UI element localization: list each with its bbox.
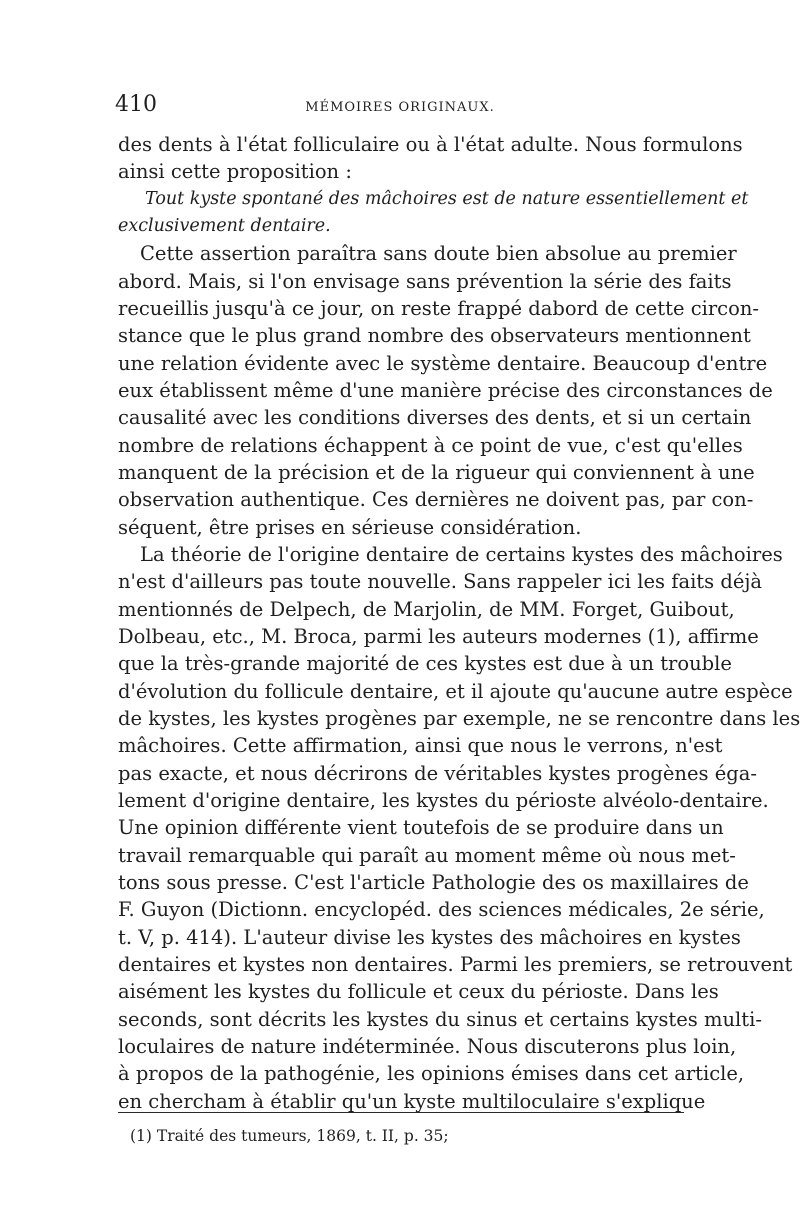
text-line: F. Guyon (Dictionn. encyclopéd. des sciences médicales, 2e série,	[118, 898, 765, 921]
text-line: une relation évidente avec le système dentaire. Beaucoup d'entre	[118, 352, 768, 375]
text-line: mentionnés de Delpech, de Marjolin, de MM. Forget, Guibout,	[118, 598, 735, 621]
text-line: manquent de la précision et de la rigueur qui conviennent à une	[118, 461, 755, 484]
text-line: en chercham à établir qu'un kyste multiloculaire s'explique	[118, 1090, 706, 1113]
text-line: n'est d'ailleurs pas toute nouvelle. Sans rappeler ici les faits déjà	[118, 570, 763, 593]
text-line: loculaires de nature indéterminée. Nous discuterons plus loin,	[118, 1035, 737, 1058]
text-line: de kystes, les kystes progènes par exemple, ne se rencontre dans les	[118, 707, 800, 730]
text-line: aisément les kystes du follicule et ceux du périoste. Dans les	[118, 980, 719, 1003]
text-line: stance que le plus grand nombre des observateurs mentionnent	[118, 324, 751, 347]
running-title: MÉMOIRES ORIGINAUX.	[305, 100, 495, 115]
footnote: (1) Traité des tumeurs, 1869, t. II, p. 35;	[130, 1127, 449, 1145]
text-line: seconds, sont décrits les kystes du sinus et certains kystes multi-	[118, 1008, 762, 1031]
text-line: Une opinion différente vient toutefois de se produire dans un	[118, 816, 724, 839]
text-line: lement d'origine dentaire, les kystes du périoste alvéolo-dentaire.	[118, 789, 769, 812]
text-line: abord. Mais, si l'on envisage sans prévention la série des faits	[118, 270, 732, 293]
text-line: ainsi cette proposition :	[118, 160, 352, 183]
text-line: pas exacte, et nous décrirons de véritables kystes progènes éga-	[118, 762, 757, 785]
text-line: t. V, p. 414). L'auteur divise les kystes des mâchoires en kystes	[118, 926, 741, 949]
text-line: séquent, être prises en sérieuse considération.	[118, 516, 582, 539]
text-line: d'évolution du follicule dentaire, et il ajoute qu'aucune autre espèce	[118, 680, 793, 703]
text-line: eux établissent même d'une manière précise des circonstances de	[118, 379, 773, 402]
text-line: recueillis jusqu'à ce jour, on reste frappé dabord de cette circon-	[118, 297, 759, 320]
text-line: des dents à l'état folliculaire ou à l'état adulte. Nous formulons	[118, 133, 743, 156]
text-line: observation authentique. Ces dernières ne doivent pas, par con-	[118, 488, 754, 511]
text-line: à propos de la pathogénie, les opinions émises dans cet article,	[118, 1062, 745, 1085]
proposition-line: exclusivement dentaire.	[118, 216, 331, 236]
text-line: dentaires et kystes non dentaires. Parmi les premiers, se retrouvent	[118, 953, 793, 976]
text-line: Dolbeau, etc., M. Broca, parmi les auteurs modernes (1), affirme	[118, 625, 759, 648]
footnote-rule	[118, 1112, 684, 1113]
text-line: travail remarquable qui paraît au moment même où nous met-	[118, 844, 736, 867]
text-line: nombre de relations échappent à ce point de vue, c'est qu'elles	[118, 434, 743, 457]
text-line: La théorie de l'origine dentaire de certains kystes des mâchoires	[140, 543, 783, 566]
text-line: tons sous presse. C'est l'article Pathologie des os maxillaires de	[118, 871, 749, 894]
proposition-line: Tout kyste spontané des mâchoires est de nature essentiellement et	[145, 189, 749, 209]
text-line: causalité avec les conditions diverses des dents, et si un certain	[118, 406, 752, 429]
page-number: 410	[115, 92, 157, 117]
text-line: Cette assertion paraîtra sans doute bien absolue au premier	[140, 242, 737, 265]
text-line: que la très-grande majorité de ces kystes est due à un trouble	[118, 652, 732, 675]
text-line: mâchoires. Cette affirmation, ainsi que nous le verrons, n'est	[118, 734, 723, 757]
